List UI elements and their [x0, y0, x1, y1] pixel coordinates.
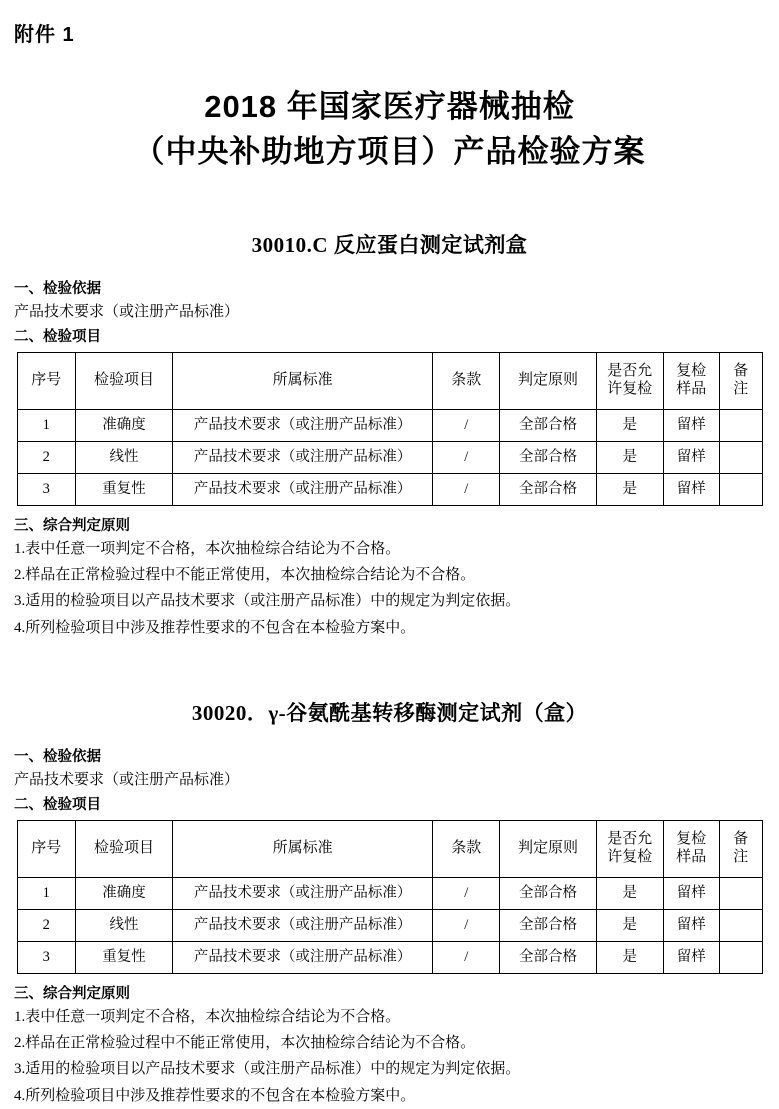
header-item: 检验项目 — [76, 820, 173, 877]
header-standard: 所属标准 — [172, 352, 432, 409]
cell-item: 准确度 — [76, 409, 173, 441]
cell-no: 3 — [17, 473, 76, 505]
table-row — [17, 409, 762, 441]
header-no: 序号 — [17, 352, 76, 409]
rule-line: 3.适用的检验项目以产品技术要求（或注册产品标准）中的规定为判定依据。 — [14, 1061, 521, 1078]
cell-standard: 产品技术要求（或注册产品标准） — [172, 441, 432, 473]
header-recheck-line-1: 是否允 — [607, 363, 653, 380]
document-title — [40, 85, 739, 175]
cell-standard: 产品技术要求（或注册产品标准） — [172, 909, 432, 941]
cell-item: 重复性 — [76, 473, 173, 505]
table-header-row — [17, 820, 762, 877]
inspection-items-heading: 二、检验项目 — [14, 328, 101, 345]
header-remark-line-2: 注 — [733, 380, 749, 397]
cell-clause: / — [433, 877, 500, 909]
header-remark — [720, 820, 762, 877]
header-clause: 条款 — [433, 352, 500, 409]
table-header-row — [17, 352, 762, 409]
cell-rule: 全部合格 — [500, 877, 597, 909]
attachment-label: 附件 1 — [14, 24, 75, 46]
inspection-table — [17, 352, 763, 506]
judgement-rules — [14, 982, 779, 1109]
header-no: 序号 — [17, 820, 76, 877]
cell-recheck: 是 — [596, 941, 663, 973]
cell-clause: / — [433, 409, 500, 441]
judgement-rules-heading: 三、综合判定原则 — [14, 985, 130, 1002]
header-sample-line-1: 复检 — [676, 363, 707, 380]
cell-item: 准确度 — [76, 877, 173, 909]
cell-no: 1 — [17, 409, 76, 441]
cell-recheck: 是 — [596, 909, 663, 941]
document-title-line-1: 2018 年国家医疗器械抽检 — [204, 89, 575, 124]
header-sample — [663, 820, 720, 877]
header-remark-line-2: 注 — [733, 848, 749, 865]
judgement-rules — [14, 514, 779, 641]
cell-no: 2 — [17, 441, 76, 473]
rule-line: 1.表中任意一项判定不合格，本次抽检综合结论为不合格。 — [14, 1008, 401, 1025]
cell-no: 2 — [17, 909, 76, 941]
header-sample-line-1: 复检 — [676, 831, 707, 848]
cell-no: 1 — [17, 877, 76, 909]
cell-clause: / — [433, 441, 500, 473]
inspection-items-heading: 二、检验项目 — [14, 796, 101, 813]
header-remark — [720, 352, 762, 409]
cell-rule: 全部合格 — [500, 473, 597, 505]
cell-clause: / — [433, 941, 500, 973]
inspection-basis-text: 产品技术要求（或注册产品标准） — [14, 771, 240, 788]
section-title: 30020．γ-谷氨酰基转移酶测定试剂（盒） — [191, 700, 588, 725]
header-recheck — [596, 352, 663, 409]
cell-sample: 留样 — [663, 941, 720, 973]
table-row — [17, 473, 762, 505]
cell-rule: 全部合格 — [500, 409, 597, 441]
product-section-1 — [0, 229, 779, 641]
cell-remark — [720, 473, 762, 505]
document-title-line-2: （中央补助地方项目）产品检验方案 — [133, 133, 646, 169]
header-sample — [663, 352, 720, 409]
inspection-basis-heading: 一、检验依据 — [14, 280, 101, 297]
cell-item: 线性 — [76, 909, 173, 941]
cell-remark — [720, 941, 762, 973]
header-rule: 判定原则 — [500, 820, 597, 877]
rule-line: 2.样品在正常检验过程中不能正常使用，本次抽检综合结论为不合格。 — [14, 567, 476, 584]
cell-clause: / — [433, 909, 500, 941]
header-rule: 判定原则 — [500, 352, 597, 409]
rule-line: 3.适用的检验项目以产品技术要求（或注册产品标准）中的规定为判定依据。 — [14, 593, 521, 610]
cell-recheck: 是 — [596, 409, 663, 441]
rule-line: 2.样品在正常检验过程中不能正常使用，本次抽检综合结论为不合格。 — [14, 1035, 476, 1052]
judgement-rules-heading: 三、综合判定原则 — [14, 517, 130, 534]
cell-rule: 全部合格 — [500, 441, 597, 473]
cell-recheck: 是 — [596, 877, 663, 909]
cell-sample: 留样 — [663, 409, 720, 441]
header-recheck-line-2: 许复检 — [607, 848, 653, 865]
inspection-basis-heading: 一、检验依据 — [14, 748, 101, 765]
cell-remark — [720, 409, 762, 441]
product-section-2 — [0, 697, 779, 1109]
inspection-table — [17, 820, 763, 974]
cell-remark — [720, 909, 762, 941]
cell-recheck: 是 — [596, 441, 663, 473]
cell-no: 3 — [17, 941, 76, 973]
table-row — [17, 941, 762, 973]
header-sample-line-2: 样品 — [676, 380, 707, 397]
cell-rule: 全部合格 — [500, 941, 597, 973]
cell-remark — [720, 877, 762, 909]
cell-remark — [720, 441, 762, 473]
header-sample-line-2: 样品 — [676, 848, 707, 865]
header-recheck-line-2: 许复检 — [607, 380, 653, 397]
cell-sample: 留样 — [663, 473, 720, 505]
section-title: 30010.C 反应蛋白测定试剂盒 — [251, 232, 528, 257]
header-recheck-line-1: 是否允 — [607, 831, 653, 848]
header-remark-line-1: 备 — [733, 831, 749, 848]
cell-sample: 留样 — [663, 909, 720, 941]
header-standard: 所属标准 — [172, 820, 432, 877]
table-row — [17, 877, 762, 909]
rule-line: 1.表中任意一项判定不合格，本次抽检综合结论为不合格。 — [14, 540, 401, 557]
cell-recheck: 是 — [596, 473, 663, 505]
header-clause: 条款 — [433, 820, 500, 877]
table-row — [17, 441, 762, 473]
cell-standard: 产品技术要求（或注册产品标准） — [172, 409, 432, 441]
header-remark-line-1: 备 — [733, 363, 749, 380]
inspection-basis-text: 产品技术要求（或注册产品标准） — [14, 303, 240, 320]
cell-sample: 留样 — [663, 877, 720, 909]
cell-item: 线性 — [76, 441, 173, 473]
cell-standard: 产品技术要求（或注册产品标准） — [172, 473, 432, 505]
cell-rule: 全部合格 — [500, 909, 597, 941]
cell-item: 重复性 — [76, 941, 173, 973]
rule-line: 4.所列检验项目中涉及推荐性要求的不包含在本检验方案中。 — [14, 619, 416, 636]
table-row — [17, 909, 762, 941]
cell-standard: 产品技术要求（或注册产品标准） — [172, 877, 432, 909]
header-item: 检验项目 — [76, 352, 173, 409]
cell-sample: 留样 — [663, 441, 720, 473]
cell-clause: / — [433, 473, 500, 505]
cell-standard: 产品技术要求（或注册产品标准） — [172, 941, 432, 973]
rule-line: 4.所列检验项目中涉及推荐性要求的不包含在本检验方案中。 — [14, 1087, 416, 1104]
header-recheck — [596, 820, 663, 877]
